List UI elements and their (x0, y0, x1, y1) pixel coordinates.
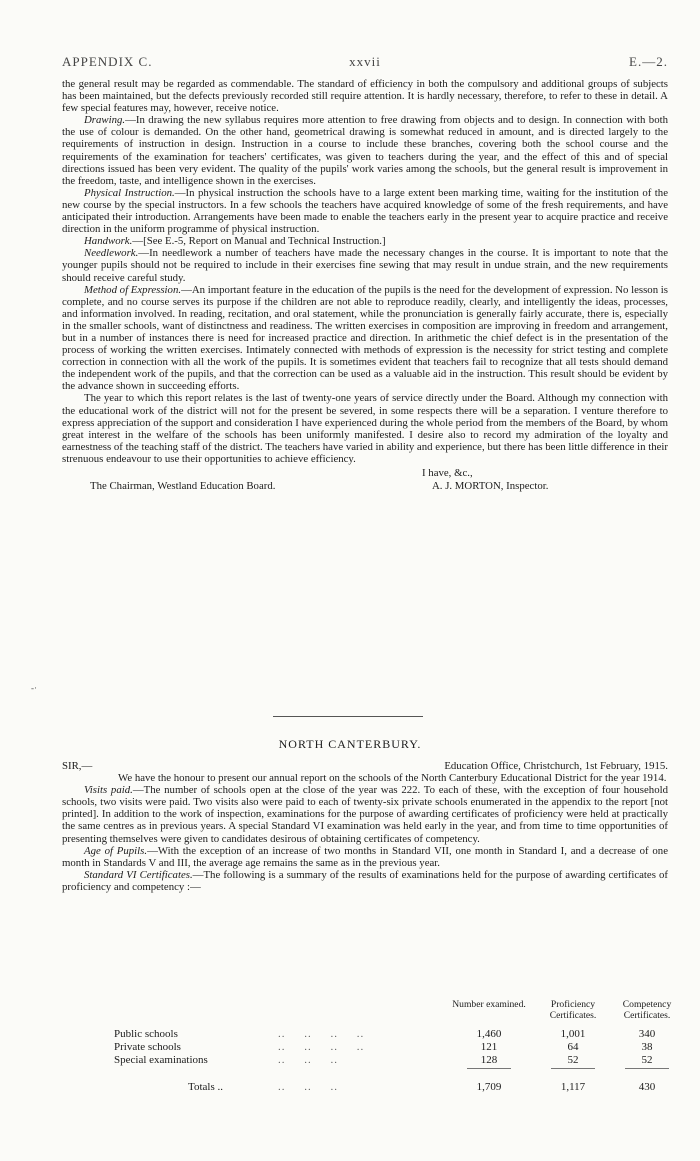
leader-dots: .. .. .. (278, 1081, 338, 1093)
row-label: Special examinations (114, 1054, 208, 1066)
opening-paragraph: We have the honour to present our annual report on the schools of the North Canterbury Educational District for the year 1914. (118, 772, 667, 785)
leader-dots: .. .. .. .. (278, 1041, 365, 1053)
cell-competency: 340 (638, 1028, 656, 1040)
cell-number-examined: 128 (480, 1054, 498, 1066)
paragraph-visits-paid (62, 784, 668, 844)
paragraph-heading: Visits paid. (84, 784, 133, 797)
section-divider (273, 716, 423, 717)
row-label: Private schools (114, 1041, 181, 1053)
leader-dots: .. .. .. .. (278, 1028, 365, 1040)
signature-block (62, 467, 668, 493)
paragraph-heading: Method of Expression. (84, 283, 182, 296)
certificates-summary-table (62, 999, 672, 1094)
row-label: Public schools (114, 1028, 178, 1040)
paragraph-closing-remarks (62, 392, 668, 465)
paragraph-text: —[See E.-5, Report on Manual and Technical Instruction.] (132, 235, 386, 248)
cell-proficiency: 1,001 (560, 1028, 586, 1040)
paragraph-drawing (62, 114, 668, 187)
closing-formula: I have, &c., (422, 467, 473, 479)
totals-label: Totals (188, 1081, 215, 1093)
paragraph-text: —The number of schools open at the close of the year was 222. To each of these, with the exception of four household schools, two visits were paid. Two visits also were paid to each of twenty-six private schools enumerated in the appendix to the report [not printed]. In addition to the work of inspection, examinations for the purpose of awarding certificates of proficiency were held at practically the same centres as in previous years. A special Standard VI examination was held early in the year, and from time to time opportunities of presenting themselves were given to candidates desirous of obtaining certificates of competency. (62, 784, 668, 845)
paragraph-text: The year to which this report relates is the last of twenty-one years of service directly under the Board. Although my connection with the educational work of the district will not for the present be severed, in some respects there will be a separation. I venture therefore to express appreciation of the support and consideration I have experienced during the whole period from the members of the Board, by whom great interest in the welfare of the schools has been uniformly manifested. I desire also to record my admiration of the loyalty and earnestness of the teaching staff of the district. The teachers have varied in ability and experience, but there has been little difference in their strenuous endeavour to use their opportunities to achieve efficiency. (62, 392, 668, 465)
paragraph-text: —With the exception of an increase of two months in Standard VII, one month in Standard I, and a decrease of one month in Standards V and III, the average age remains the same as in the previous year. (62, 844, 668, 869)
paragraph-heading: Needlework. (84, 247, 139, 260)
cell-competency: 430 (638, 1081, 656, 1093)
paragraph-handwork (62, 235, 668, 247)
cell-competency: 52 (641, 1054, 653, 1066)
cell-proficiency: 52 (567, 1054, 579, 1066)
paragraph-heading: Standard VI Certificates. (84, 868, 193, 881)
paragraph-heading: Drawing. (84, 114, 126, 127)
page-number: xxvii (349, 54, 381, 69)
appendix-label: APPENDIX C. (62, 54, 153, 69)
cell-number-examined: 1,460 (476, 1028, 502, 1040)
column-header-number-examined: Number examined. (452, 999, 526, 1010)
paragraph-heading: Age of Pupils. (84, 844, 148, 857)
sum-rule (625, 1068, 669, 1069)
page-header (62, 54, 668, 70)
paragraph-age-of-pupils (62, 845, 668, 869)
cell-number-examined: 121 (480, 1041, 498, 1053)
letter-heading-row (62, 760, 668, 772)
westland-report-body (62, 78, 668, 493)
section-title: NORTH CANTERBURY. (278, 737, 422, 751)
salutation: SIR,— (62, 760, 93, 772)
paragraph-text: —In physical instruction the schools have to a large extent been marking time, waiting for the institution of the new course by the special instructors. In a few schools the teachers have acquired knowledge of some of the fresh requirements, and have anticipated their introduction. Arrangements have been made to enable the teachers early in the present year to acquire practice and receive direction in the uniform programme of physical instruction. (62, 186, 668, 236)
paragraph-needlework (62, 247, 668, 283)
table-row (62, 1028, 668, 1041)
paragraph-physical-instruction (62, 187, 668, 235)
cell-number-examined: 1,709 (476, 1081, 502, 1093)
leader-dots: .. .. .. (278, 1054, 338, 1066)
cell-competency: 38 (641, 1041, 653, 1053)
north-canterbury-report-body (62, 760, 668, 893)
intro-paragraph: the general result may be regarded as commendable. The standard of efficiency in both the compulsory and additional groups of subjects has been maintained, but the defects previously recorded still require attention. It is hardly necessary, therefore, to refer to these in detail. A few special features may, however, receive notice. (62, 78, 668, 115)
margin-mark: -· (31, 683, 37, 693)
totals-row (62, 1081, 668, 1094)
addressee: The Chairman, Westland Education Board. (90, 480, 276, 492)
paragraph-heading: Physical Instruction. (84, 186, 175, 199)
column-header-competency: Competency Certificates. (622, 999, 672, 1021)
column-header-proficiency: Proficiency Certificates. (549, 999, 597, 1021)
sum-rule (551, 1068, 595, 1069)
document-reference: E.—2. (629, 54, 668, 69)
cell-proficiency: 64 (567, 1041, 579, 1053)
paragraph-text: —In drawing the new syllabus requires more attention to free drawing from objects and to design. In connection with both the use of colour is demanded. On the other hand, geometrical drawing is somewhat reduced in amount, and is directed largely to the requirements of instruction in design. Instruction in a course to include these branches, covering both the school course and the requirements of the examination for teachers' certificates, was given to teachers during the year, and the effect of this and of special directions issued has been very evident. The quality of the pupils' work varies among the schools, but the general result is improvement in the freedom, taste, and intelligence shown in the exercises. (62, 114, 668, 187)
paragraph-method-of-expression (62, 284, 668, 393)
paragraph-text: —An important feature in the education of the pupils is the need for the development of expression. No lesson is complete, and no course serves its purpose if the children are not able to reproduce readily, clearly, and intelligently the ideas, processes, and information involved. In reading, recitation, and oral statement, while the pronunciation is generally fairly accurate, there is, especially in the smaller schools, want of distinctness and readiness. The written exercises in composition are improving in freedom and arrangement, but in a number of instances there is need for increased practice and direction. In arithmetic the chief defect is in the presentation of the process of working the written exercises. Intimately connected with methods of expression is the necessity for strict testing and complete correction in connection with all the work of the pupils. It is sometimes evident that teachers fail to recognize that all tests should demand the independent work of the pupils, and that the correction can be used as a valuable aid in the instruction. This result should be evident by the advance shown in succeeding efforts. (62, 283, 669, 393)
paragraph-standard-vi-certificates (62, 869, 668, 893)
sum-rule-row (62, 1067, 668, 1071)
table-row (62, 1041, 668, 1054)
paragraph-text: —In needlework a number of teachers have made the necessary changes in the course. It is important to note that the younger pupils should not be required to include in their exercises fine sewing that may result in undue strain, and the new requirements should receive careful study. (62, 247, 668, 284)
inspector-signature: A. J. MORTON, Inspector. (432, 480, 549, 492)
letter-dateline: Education Office, Christchurch, 1st February, 1915. (444, 760, 668, 772)
table-header (62, 999, 672, 1028)
paragraph-text: —The following is a summary of the results of examinations held for the purpose of awarding certificates of proficiency and competency :— (62, 868, 668, 893)
table-row (62, 1054, 668, 1067)
row-label: Totals .. (188, 1081, 223, 1093)
paragraph-heading: Handwork. (84, 235, 133, 248)
sum-rule (467, 1068, 511, 1069)
cell-proficiency: 1,117 (560, 1081, 586, 1093)
